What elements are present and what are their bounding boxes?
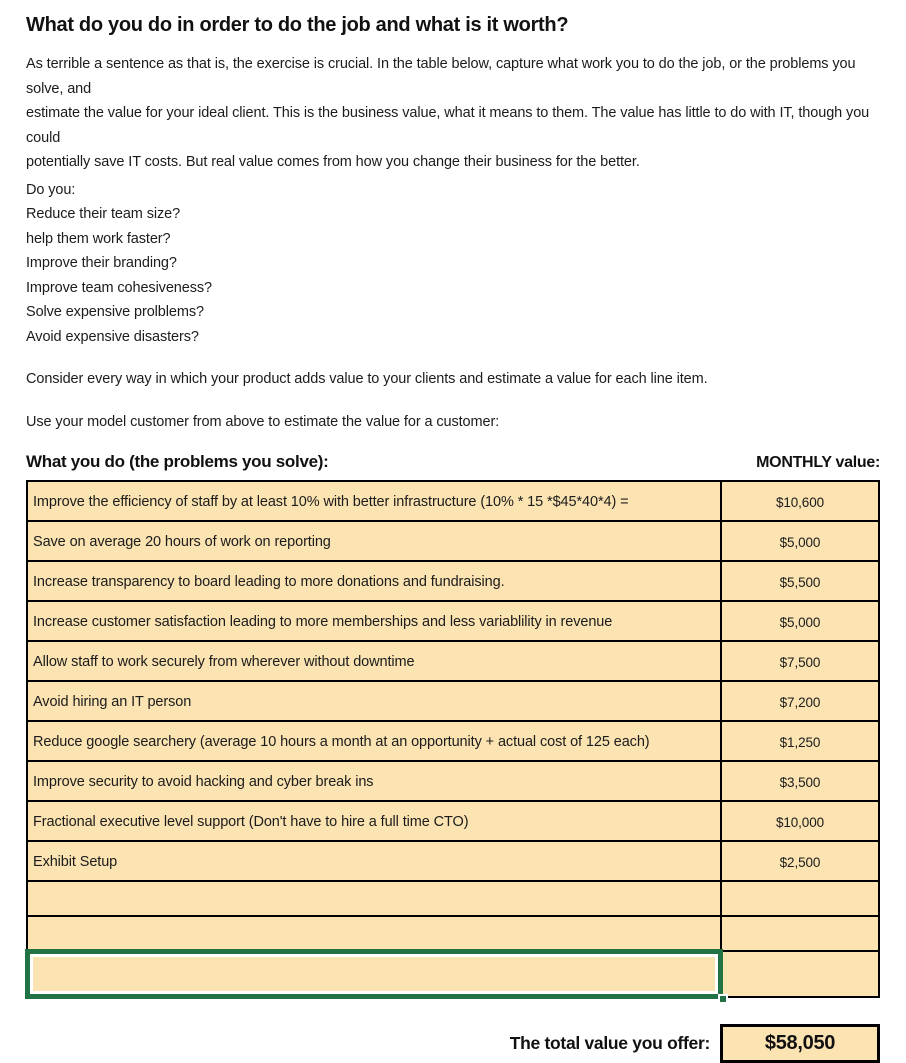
intro-line: potentially save IT costs. But real value comes from how you change their business for the better.	[26, 154, 640, 170]
value-cell[interactable]: $5,000	[722, 602, 878, 640]
value-cell[interactable]: $1,250	[722, 722, 878, 760]
intro-line: estimate the value for your ideal client. This is the business value, what it means to them. The value has little to do with IT, though you could	[26, 105, 870, 146]
question-line: Improve their branding?	[26, 255, 177, 271]
problem-cell[interactable]	[28, 882, 722, 915]
value-cell[interactable]: $7,200	[722, 682, 878, 720]
table-row-empty	[28, 882, 878, 917]
total-row	[26, 1024, 880, 1063]
table-row	[28, 722, 878, 762]
question-line: Reduce their team size?	[26, 206, 181, 222]
value-cell[interactable]: $2,500	[722, 842, 878, 880]
problem-cell[interactable]: Save on average 20 hours of work on reporting	[28, 522, 722, 560]
problem-cell[interactable]: Increase customer satisfaction leading to more memberships and less variablility in revenue	[28, 602, 722, 640]
question-line: Improve team cohesiveness?	[26, 279, 212, 296]
table-row	[28, 762, 878, 802]
page-title: What do you do in order to do the job and what is it worth?	[26, 14, 569, 36]
selection-fill-handle[interactable]	[718, 994, 728, 1004]
value-cell[interactable]: $7,500	[722, 642, 878, 680]
table-row	[28, 642, 878, 682]
problem-cell[interactable]: Improve the efficiency of staff by at least 10% with better infrastructure (10% * 15 *$45*40*4) =	[28, 482, 722, 520]
table-header	[26, 452, 880, 472]
value-cell[interactable]: $10,600	[722, 482, 878, 520]
problem-cell[interactable]	[28, 917, 722, 950]
problem-cell[interactable]: Avoid hiring an IT person	[28, 682, 722, 720]
table-row	[28, 482, 878, 522]
value-table	[26, 480, 880, 998]
intro-paragraph	[26, 52, 882, 175]
question-list	[26, 178, 882, 350]
value-cell[interactable]	[722, 917, 878, 950]
total-label: The total value you offer:	[509, 1033, 710, 1053]
table-row-selected	[28, 952, 878, 996]
model-customer-text: Use your model customer from above to estimate the value for a customer:	[26, 414, 500, 430]
column-header-monthly-value: MONTHLY value:	[756, 454, 880, 471]
value-cell[interactable]	[722, 882, 878, 915]
table-row	[28, 562, 878, 602]
question-line: Do you:	[26, 181, 76, 198]
consider-text: Consider every way in which your product adds value to your clients and estimate a value for each line item.	[26, 371, 708, 387]
problem-cell[interactable]: Exhibit Setup	[28, 842, 722, 880]
intro-line: As terrible a sentence as that is, the exercise is crucial. In the table below, capture what work you to do the job, or the problems you solve, and	[26, 56, 856, 97]
table-row	[28, 682, 878, 722]
column-header-problems: What you do (the problems you solve):	[26, 452, 329, 471]
selected-cell[interactable]	[28, 952, 722, 996]
value-cell[interactable]: $10,000	[722, 802, 878, 840]
table-row	[28, 842, 878, 882]
table-row	[28, 602, 878, 642]
problem-cell[interactable]: Increase transparency to board leading to more donations and fundraising.	[28, 562, 722, 600]
table-row	[28, 522, 878, 562]
question-line: Avoid expensive disasters?	[26, 328, 199, 345]
total-value-box[interactable]: $58,050	[720, 1024, 880, 1063]
problem-cell[interactable]: Reduce google searchery (average 10 hours a month at an opportunity + actual cost of 125 each)	[28, 722, 722, 760]
value-cell[interactable]: $5,500	[722, 562, 878, 600]
table-row	[28, 802, 878, 842]
value-cell[interactable]: $3,500	[722, 762, 878, 800]
problem-cell[interactable]: Allow staff to work securely from wherever without downtime	[28, 642, 722, 680]
problem-cell[interactable]: Fractional executive level support (Don't have to hire a full time CTO)	[28, 802, 722, 840]
value-cell[interactable]	[722, 952, 878, 996]
question-line: Solve expensive prolblems?	[26, 304, 204, 320]
question-line: help them work faster?	[26, 230, 171, 247]
problem-cell[interactable]: Improve security to avoid hacking and cyber break ins	[28, 762, 722, 800]
value-cell[interactable]: $5,000	[722, 522, 878, 560]
table-row-empty	[28, 917, 878, 952]
